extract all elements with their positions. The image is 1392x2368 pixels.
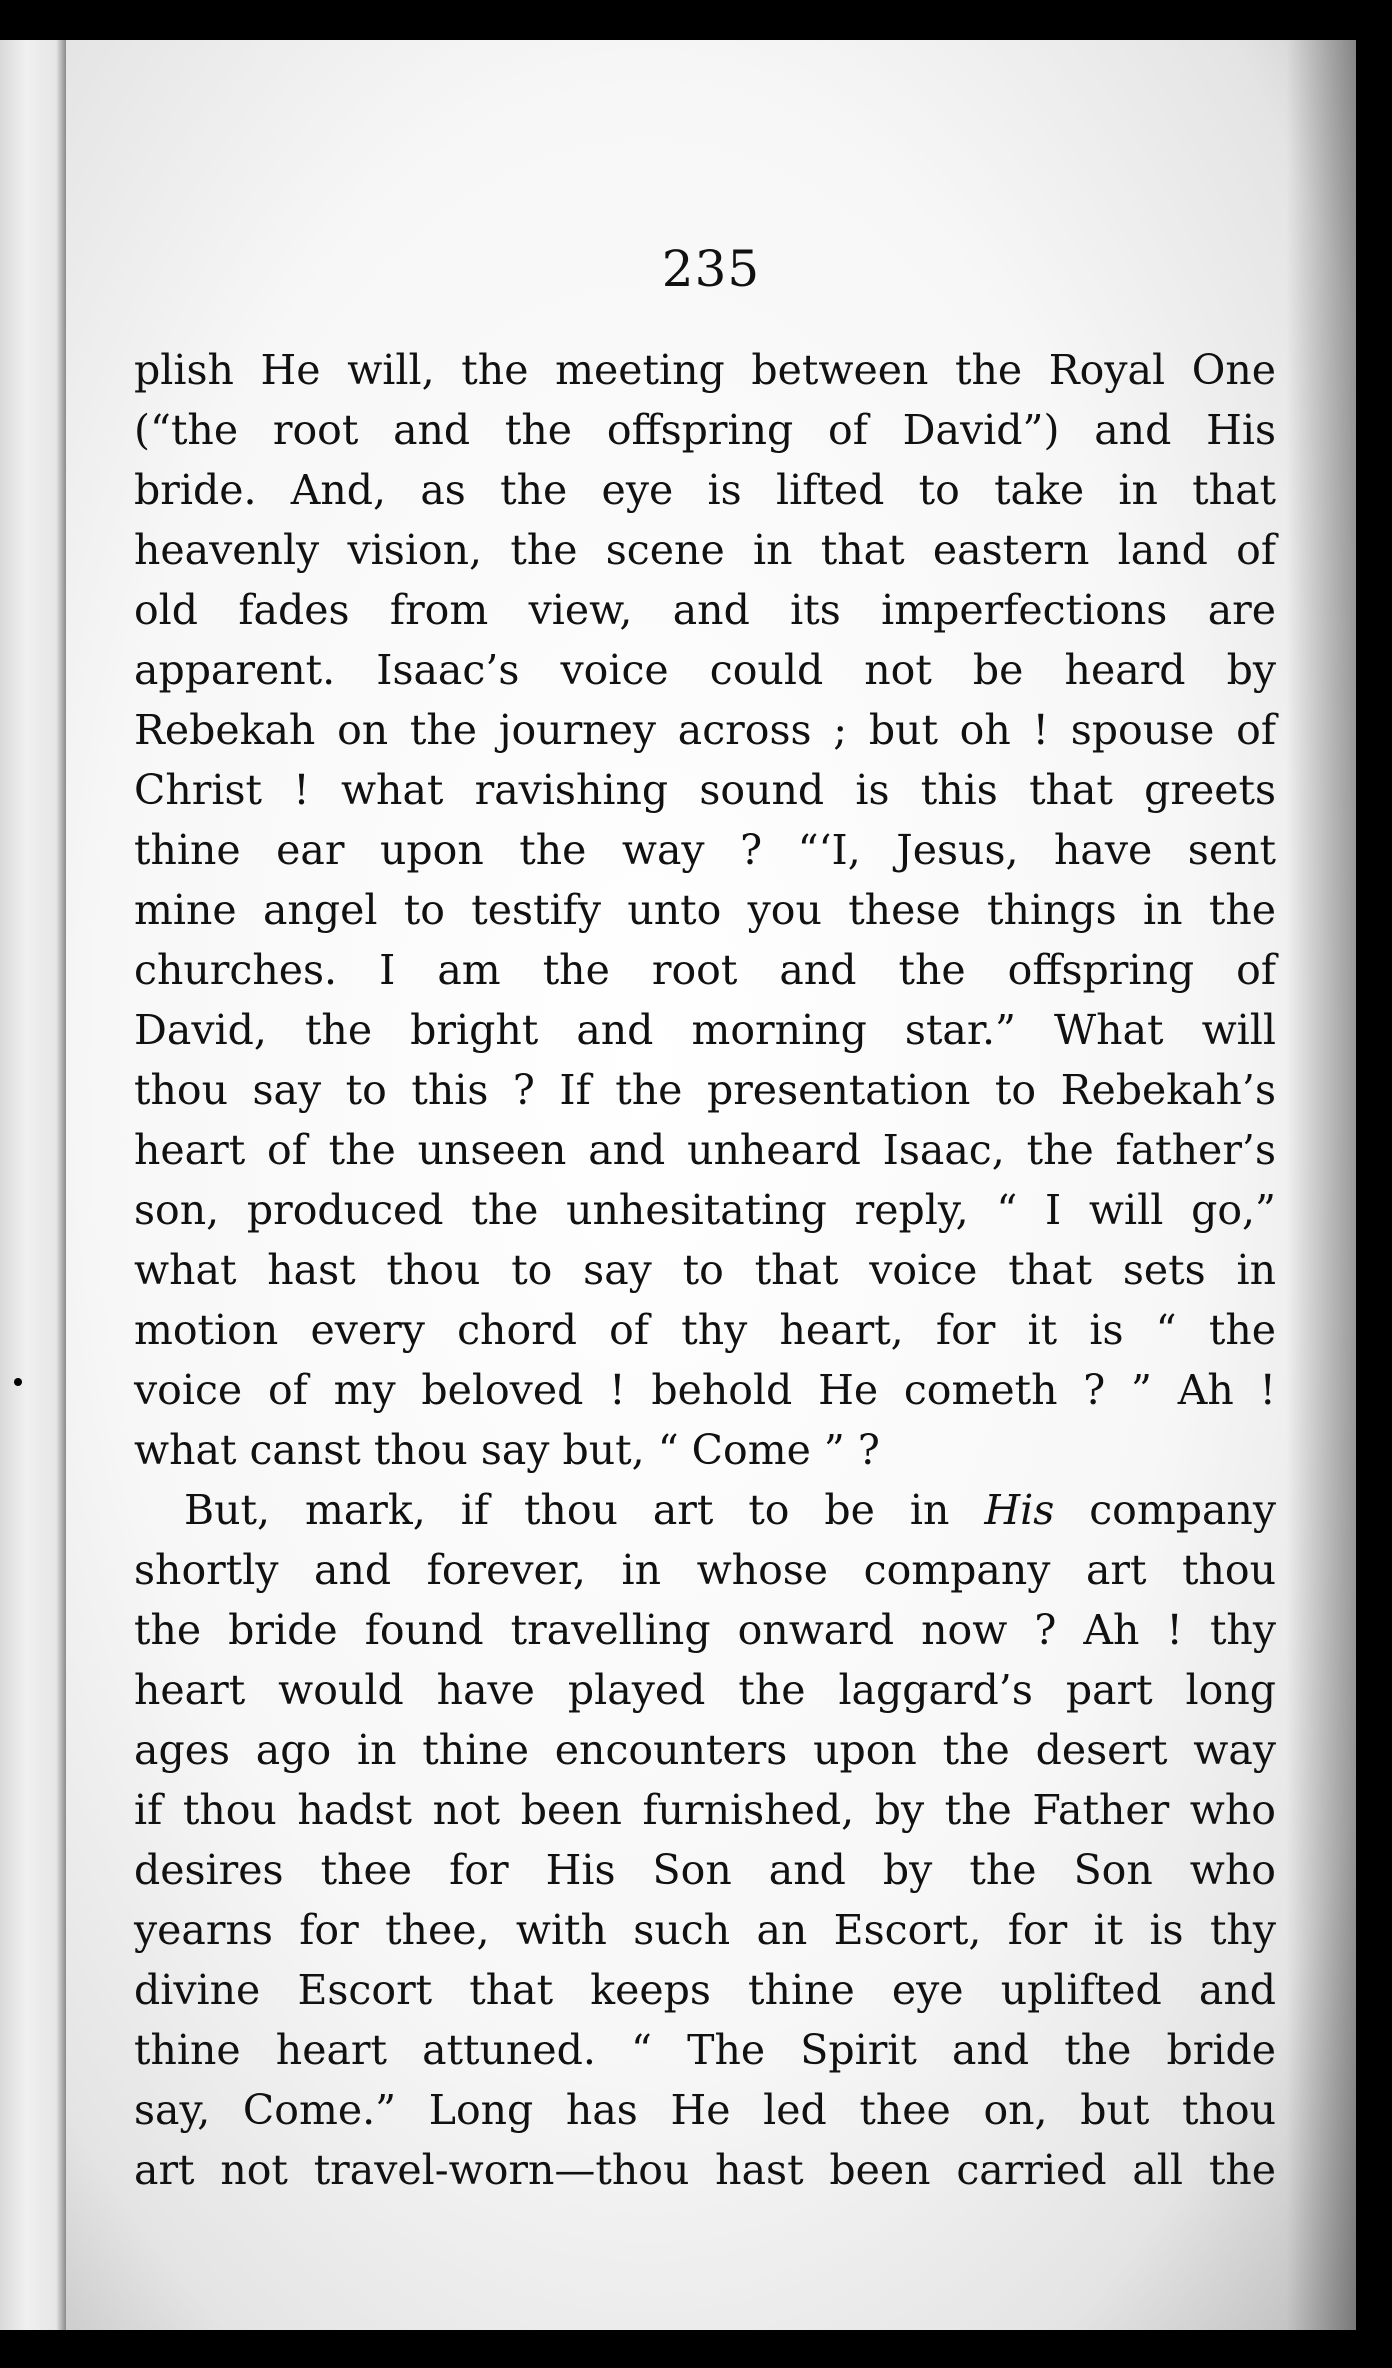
text-line: what canst thou say but, “ Come ” ? — [134, 1426, 880, 1474]
text-line: son, produced the unhesitating reply, “ I will go,” — [134, 1186, 1276, 1234]
text-line: apparent. Isaac’s voice could not be heard by — [134, 646, 1276, 694]
margin-mark — [14, 1378, 22, 1386]
book-page — [66, 40, 1356, 2330]
text-line: the bride found travelling onward now ? Ah ! thy — [134, 1606, 1276, 1654]
text-line: plish He will, the meeting between the Royal One — [134, 346, 1276, 394]
text-line: thine ear upon the way ? “‘I, Jesus, have sent — [134, 826, 1276, 874]
text-line: what hast thou to say to that voice that sets in — [134, 1246, 1276, 1294]
text-line: if thou hadst not been furnished, by the Father who — [134, 1786, 1276, 1834]
paragraph-start-line: But, mark, if thou art to be in His company — [184, 1486, 1276, 1534]
text-line: churches. I am the root and the offspring of — [134, 946, 1276, 994]
page-number: 235 — [661, 240, 761, 298]
text-line: divine Escort that keeps thine eye uplifted and — [134, 1966, 1276, 2014]
text-line: thine heart attuned. “ The Spirit and the bride — [134, 2026, 1276, 2074]
text-line: thou say to this ? If the presentation to Rebekah’s — [134, 1066, 1276, 1114]
text-line: David, the bright and morning star.” What will — [134, 1006, 1276, 1054]
text-line: old fades from view, and its imperfections are — [134, 586, 1276, 634]
text-line: motion every chord of thy heart, for it is “ the — [134, 1306, 1276, 1354]
text-line: say, Come.” Long has He led thee on, but thou — [134, 2086, 1276, 2134]
text-line: heavenly vision, the scene in that eastern land of — [134, 526, 1276, 574]
text-line: yearns for thee, with such an Escort, for it is thy — [134, 1906, 1276, 1954]
text-line: (“the root and the offspring of David”) and His — [134, 406, 1276, 454]
text-line: bride. And, as the eye is lifted to take in that — [134, 466, 1276, 514]
text-line: art not travel-worn—thou hast been carried all the — [134, 2146, 1276, 2194]
text-line: desires thee for His Son and by the Son who — [134, 1846, 1276, 1894]
text-line: mine angel to testify unto you these things in the — [134, 886, 1276, 934]
facing-page-edge — [0, 40, 66, 2330]
text-line: heart would have played the laggard’s part long — [134, 1666, 1276, 1714]
text-line: shortly and forever, in whose company art thou — [134, 1546, 1276, 1594]
text-line: heart of the unseen and unheard Isaac, the father’s — [134, 1126, 1276, 1174]
text-line: voice of my beloved ! behold He cometh ? ” Ah ! — [134, 1366, 1276, 1414]
text-line: Christ ! what ravishing sound is this that greets — [134, 766, 1276, 814]
emphasized-word: His — [984, 1486, 1055, 1534]
text-line: ages ago in thine encounters upon the desert way — [134, 1726, 1276, 1774]
text-line: Rebekah on the journey across ; but oh ! spouse of — [134, 706, 1276, 754]
